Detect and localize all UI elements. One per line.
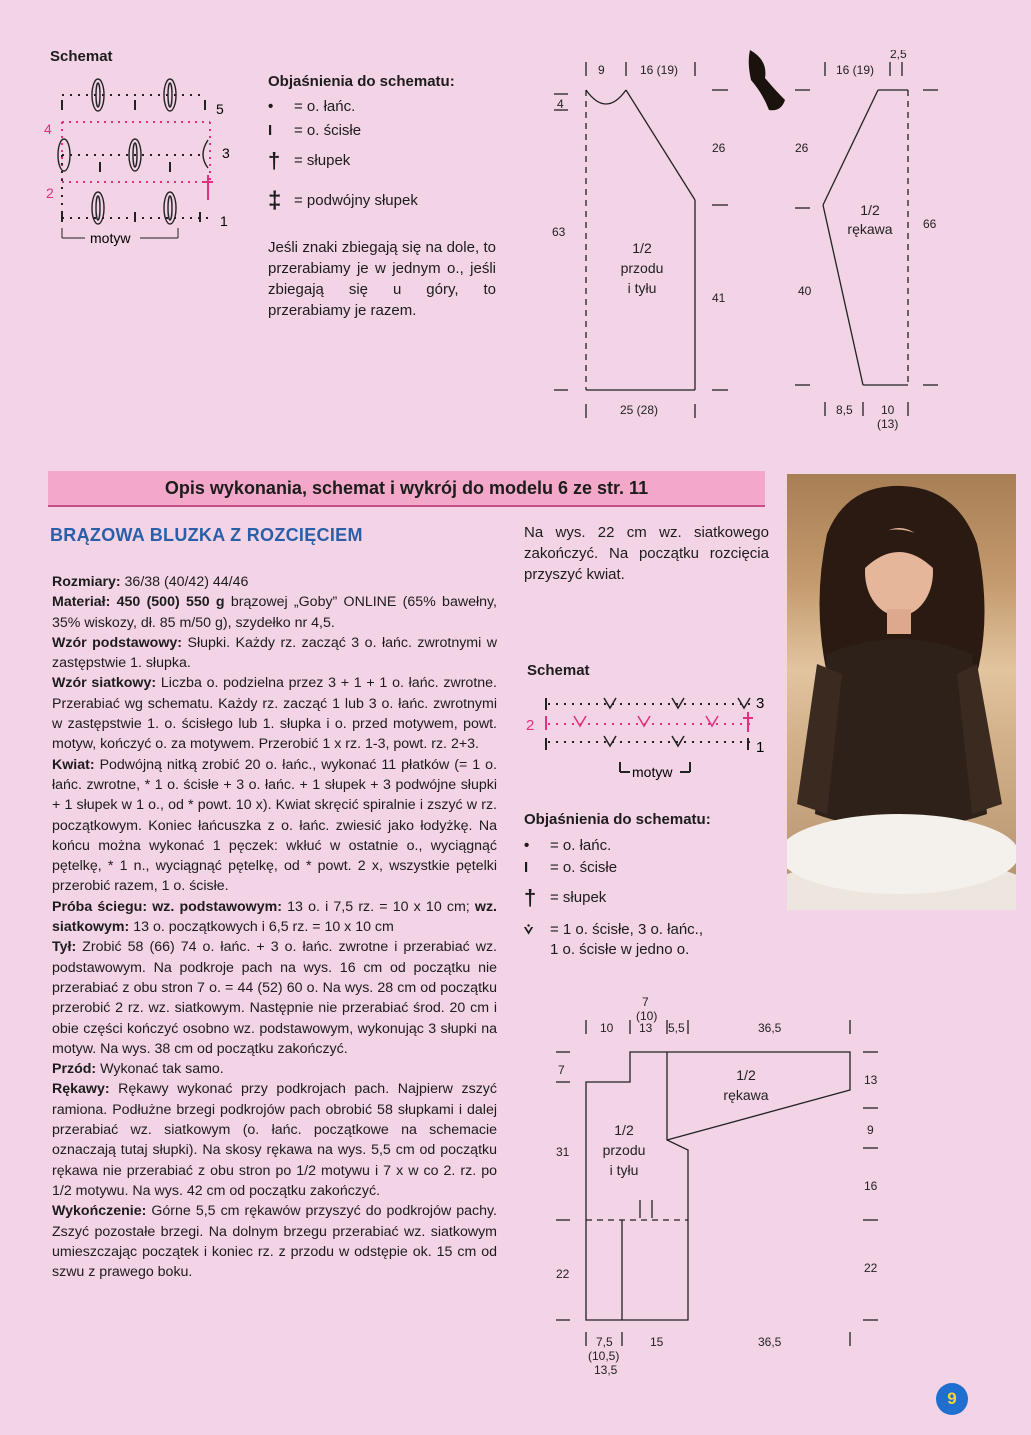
legend-item: • = o. łańc. bbox=[268, 98, 356, 115]
dim-label: 16 bbox=[864, 1179, 878, 1193]
dim-label: 7,5 bbox=[596, 1335, 613, 1349]
motif-label: motyw bbox=[90, 230, 131, 246]
row-number: 2 bbox=[526, 717, 535, 734]
chain-symbol-icon: • bbox=[268, 98, 274, 115]
woman-photo-icon bbox=[787, 474, 1016, 910]
body-label: 1/2 bbox=[614, 1122, 634, 1138]
dim-label: 5,5 bbox=[668, 1021, 685, 1035]
legend-item-continued: 1 o. ścisłe w jedno o. bbox=[550, 941, 690, 958]
model-photo bbox=[787, 474, 1016, 910]
body-label: 1/2 bbox=[632, 240, 652, 256]
dim-label: 2,5 bbox=[890, 50, 907, 61]
section-flower: Kwiat: Podwójną nitką zrobić 20 o. łańc., wykonać 11 płatków (= 1 o. łańc. zwrotne, * 1 o. ścisłe + 3 o. łańc. + 1 słupek + 3 podwójne słupki + 1 słupek w 1 o., od * powt. 10 x). Kwiat skręcić spiralnie i zszyć w rz. początkowym. Koniec łańcuszka z o. łańc. zwiesić jako łodyżkę. Na końcu można wykonać 1 pęczek: wkłuć w ostatnie o., wyciągnąć pętelkę, * 1 n., wyciągnąć pętelkę, od * powt. 2 x, wszystkie pętelki przerobić razem, 1 o. ścisłe. bbox=[52, 756, 497, 895]
legend-item: • = o. łańc. bbox=[524, 837, 612, 854]
dim-label: 10 bbox=[600, 1021, 614, 1035]
dim-label: 4 bbox=[557, 97, 564, 111]
row-number: 4 bbox=[44, 121, 52, 137]
top-pattern-drawing bbox=[540, 50, 1020, 435]
pattern-title: BRĄZOWA BLUZKA Z ROZCIĘCIEM bbox=[50, 525, 363, 545]
dim-label: 36,5 bbox=[758, 1335, 782, 1349]
treble-crochet-symbol-icon: ‡ bbox=[268, 187, 282, 214]
body-label: przodu bbox=[620, 260, 664, 276]
shell-stitch-symbol-icon: ⩒ bbox=[524, 921, 534, 938]
dim-label: 10 bbox=[881, 403, 895, 417]
section-back: Tył: Zrobić 58 (66) 74 o. łańc. + 3 o. łańc. zwrotne i przerabiać wz. podstawowym. Na podkroje pach na wys. 16 cm od początku nie przerabiać z obu stron 7 o. = 44 (52) 60 o. Na wys. 28 cm od początku przerobić 2 rz. wz. siatkowym. Następnie nie przerabiać środ. 20 cm i obie części kończyć osobno wz. podstawowym, wykonując 3 słupki na motyw. Na wys. 38 cm od początku zakończyć. bbox=[52, 939, 497, 1057]
dim-label: 63 bbox=[552, 225, 566, 239]
legend-note: Jeśli znaki zbiegają się na dole, to przerabiamy je w jednym o., jeśli zbiegają się u góry, to przerabiamy je razem. bbox=[268, 239, 496, 319]
legend-item: † = słupek bbox=[524, 885, 607, 910]
dim-label: 15 bbox=[650, 1335, 664, 1349]
dim-label: 9 bbox=[598, 63, 605, 77]
dim-label: (13) bbox=[877, 417, 899, 431]
ink-smudge-icon bbox=[749, 50, 785, 110]
body-label: i tyłu bbox=[627, 280, 657, 296]
sleeve-label: rękawa bbox=[723, 1087, 769, 1103]
dim-label: 26 bbox=[712, 141, 726, 155]
sleeve-label: 1/2 bbox=[860, 202, 880, 218]
bottom-pattern-drawing bbox=[540, 990, 900, 1385]
row-number: 1 bbox=[220, 213, 228, 229]
dim-label: 66 bbox=[923, 217, 937, 231]
dim-label: 16 (19) bbox=[640, 63, 679, 77]
mid-legend bbox=[524, 811, 774, 960]
legend-item: I = o. ścisłe bbox=[268, 122, 362, 139]
double-crochet-symbol-icon: † bbox=[524, 885, 537, 910]
double-crochet-symbol-icon: † bbox=[268, 148, 281, 173]
row-number: 2 bbox=[46, 185, 54, 201]
dim-label: (10) bbox=[636, 1009, 658, 1023]
dim-label: 13 bbox=[639, 1021, 653, 1035]
section-material: Materiał: 450 (500) 550 g brązowej „Goby” ONLINE (65% bawełny, 35% wiskozy, dł. 85 m/50 g), szydełko nr 4,5. bbox=[52, 594, 497, 631]
section-banner: Opis wykonania, schemat i wykrój do modelu 6 ze str. 11 bbox=[48, 471, 765, 507]
mid-stitch-chart bbox=[520, 684, 770, 784]
dim-label: 22 bbox=[864, 1261, 878, 1275]
dim-label: 41 bbox=[712, 291, 726, 305]
dim-label: (10,5) bbox=[588, 1349, 620, 1363]
legend-item: † = słupek bbox=[268, 148, 351, 173]
top-legend bbox=[268, 73, 496, 321]
dim-label: 40 bbox=[798, 284, 812, 298]
dim-label: 31 bbox=[556, 1145, 570, 1159]
sleeve-label: 1/2 bbox=[736, 1067, 756, 1083]
row-number: 3 bbox=[756, 695, 765, 712]
row-number: 3 bbox=[222, 145, 230, 161]
section-mesh-stitch: Wzór siatkowy: Liczba o. podzielna przez 3 + 1 + 1 o. łańc. zwrotne. Przerabiać wg schematu. Każdy rz. zacząć 1 lub 3 o. łańc. zwrotnymi w zastępstwie 1. o. ścisłego lub 1. słupka i o. przed motywem, powt. motyw, kończyć o. za motywem. Przerobić 1 x rz. 1-3, powt. rz. 2+3. bbox=[52, 675, 497, 753]
dim-label: 26 bbox=[795, 141, 809, 155]
dim-label: 25 (28) bbox=[620, 403, 659, 417]
dim-label: 36,5 bbox=[758, 1021, 782, 1035]
section-front: Przód: Wykonać tak samo. bbox=[52, 1061, 224, 1078]
legend-item: ⩒ = 1 o. ścisłe, 3 o. łańc., bbox=[524, 921, 703, 938]
row-number: 1 bbox=[756, 739, 765, 756]
single-crochet-symbol-icon: I bbox=[268, 122, 273, 139]
sleeve-label: rękawa bbox=[847, 221, 893, 237]
dim-label: 13,5 bbox=[594, 1363, 618, 1377]
dim-label: 9 bbox=[867, 1123, 874, 1137]
dim-label: 7 bbox=[642, 995, 649, 1009]
instructions-column bbox=[52, 572, 497, 1282]
dim-label: 7 bbox=[558, 1063, 565, 1077]
legend-title: Objaśnienia do schematu: bbox=[268, 73, 455, 90]
dim-label: 8,5 bbox=[836, 403, 853, 417]
legend-item: ‡ = podwójny słupek bbox=[268, 187, 418, 214]
mid-schema-title: Schemat bbox=[527, 662, 590, 679]
top-stitch-chart bbox=[40, 70, 240, 255]
section-finishing: Wykończenie: Górne 5,5 cm rękawów przyszyć do podkrojów pachy. Zszyć pozostałe brzegi. Na dolnym brzegu przerabiać wz. siatkowym umieszczając początek i koniec rz. z przodu w odstępie ok. 15 cm od szwu z prawego boku. bbox=[52, 1203, 497, 1281]
motif-label: motyw bbox=[632, 764, 673, 780]
body-label: przodu bbox=[602, 1142, 646, 1158]
dim-label: 16 (19) bbox=[836, 63, 875, 77]
row-number: 5 bbox=[216, 101, 224, 117]
page-number: 9 bbox=[936, 1383, 968, 1415]
dim-label: 13 bbox=[864, 1073, 878, 1087]
body-label: i tyłu bbox=[609, 1162, 639, 1178]
section-sizes: Rozmiary: 36/38 (40/42) 44/46 bbox=[52, 574, 249, 590]
section-gauge: Próba ściegu: wz. podstawowym: 13 o. i 7,5 rz. = 10 x 10 cm; wz. siatkowym: 13 o. początkowych i 6,5 rz. = 10 x 10 cm bbox=[52, 898, 497, 936]
top-schema-title: Schemat bbox=[50, 48, 113, 65]
section-sleeves: Rękawy: Rękawy wykonać przy podkrojach pach. Najpierw zszyć ramiona. Podłużne brzegi podkrojów pach obrobić 58 słupkami i dalej przerabiać wz. siatkowym (o. łańc. początkowe na schemacie oznaczają tutaj słupki). Na skosy rękawa na wys. 5,5 cm od początku rękawa nie przerabiać z obu stron po 1/2 motywu i 7 x w co 2. rz. po 1/2 motywu. Na wys. 42 cm od początku zakończyć. bbox=[52, 1081, 497, 1199]
legend-title: Objaśnienia do schematu: bbox=[524, 811, 711, 828]
continuation-text: Na wys. 22 cm wz. siatkowego zakończyć. Na początku rozcięcia przyszyć kwiat. bbox=[524, 524, 769, 583]
section-basic-stitch: Wzór podstawowy: Słupki. Każdy rz. zacząć 3 o. łańc. zwrotnymi w zastępstwie 1. słupka. bbox=[52, 634, 497, 672]
legend-item: I = o. ścisłe bbox=[524, 859, 618, 876]
dim-label: 22 bbox=[556, 1267, 570, 1281]
single-crochet-symbol-icon: I bbox=[524, 859, 529, 876]
chain-symbol-icon: • bbox=[524, 837, 530, 854]
